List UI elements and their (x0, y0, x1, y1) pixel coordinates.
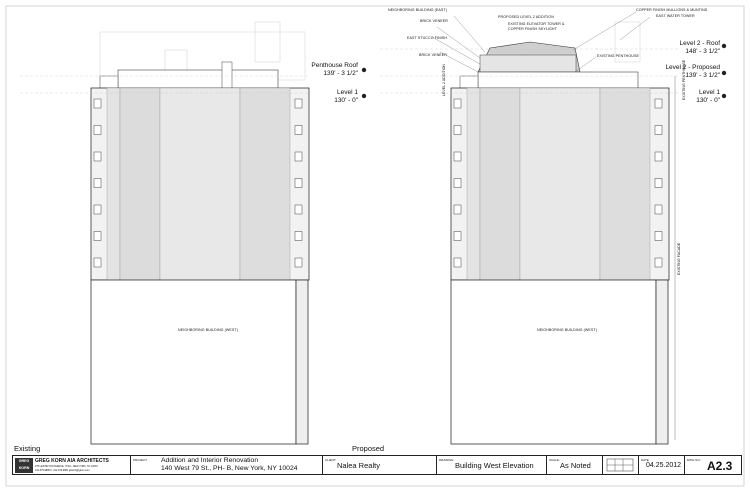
window (94, 205, 101, 214)
note-neighboring-east: NEIGHBORING BUILDING (EAST) (388, 8, 448, 12)
vlabel-existing-facade: EXISTING FACADE (677, 242, 681, 275)
window (295, 152, 302, 161)
window (454, 205, 461, 214)
dwg-value: A2.3 (707, 459, 733, 473)
caption-existing: Existing (14, 444, 41, 453)
note-proposed-addition: PROPOSED LEVEL 2 ADDITION (498, 15, 554, 19)
level-label-penthouse-roof: Penthouse Roof 139' - 3 1/2" (311, 62, 358, 77)
level-label-proposed-level-1: Level 1 130' - 0" (696, 89, 720, 104)
dwg-label: DWG NO.: (687, 458, 702, 462)
date-label: DATE: (641, 458, 650, 462)
client-label: CLIENT: (325, 458, 337, 462)
project-label: PROJECT: (133, 458, 148, 462)
window (295, 99, 302, 108)
scale-cell (547, 456, 603, 474)
window (655, 126, 662, 135)
note-stucco: EAST STUCCO FINISH (407, 36, 448, 40)
client-value: Nalea Realty (337, 461, 380, 470)
key-plan-cell (603, 456, 639, 474)
vlabel-existing-penthouse: EXISTING PENTHOUSE (682, 59, 686, 100)
project-line-1: Addition and Interior Renovation (161, 457, 259, 464)
window (454, 258, 461, 267)
window (94, 179, 101, 188)
window (295, 258, 302, 267)
window (295, 205, 302, 214)
window (94, 232, 101, 241)
window (94, 258, 101, 267)
window (94, 99, 101, 108)
window (655, 99, 662, 108)
window (655, 232, 662, 241)
note-copper-skylight: COPPER FINISH SKYLIGHT (508, 27, 557, 31)
window (655, 152, 662, 161)
level-label-level-2-roof: Level 2 - Roof 148' - 3 1/2" (679, 40, 720, 55)
title-block (12, 455, 742, 475)
proposed-elevation (380, 12, 680, 444)
date-cell (639, 456, 685, 474)
neighbor-label-right: NEIGHBORING BUILDING (WEST) (537, 328, 598, 332)
firm-cell (13, 456, 131, 474)
level-label-level-2-proposed: Level 2 - Proposed 139' - 3 1/2" (665, 64, 720, 79)
window (454, 232, 461, 241)
vlabel-level-2-addition: LEVEL 2 ADDITION (442, 63, 446, 96)
window (295, 232, 302, 241)
note-elevator-tower: EXISTING ELEVATOR TOWER & (508, 22, 565, 26)
dwg-cell (685, 456, 741, 474)
note-water-tower: EAST WATER TOWER (656, 14, 695, 18)
note-brick-veneer-top: BRICK VENEER (420, 19, 448, 23)
project-line-2: 140 West 79 St., PH- B, New York, NY 10024 (161, 465, 298, 472)
window (454, 152, 461, 161)
note-copper-mullions: COPPER FINISH MULLIONS & MUNTINS (636, 8, 708, 12)
window (454, 126, 461, 135)
firm-contact: 212-679-9880 F: 212-679-9881 gkarch@gkorn.com (35, 469, 90, 472)
drawing-value: Building West Elevation (455, 461, 534, 470)
project-cell (131, 456, 323, 474)
scale-value: As Noted (560, 461, 591, 470)
note-existing-penthouse: EXISTING PENTHOUSE (597, 54, 639, 58)
client-cell (323, 456, 437, 474)
scale-label: SCALE: (549, 458, 560, 462)
drawing-label: DRAWING: (439, 458, 455, 462)
window (295, 179, 302, 188)
caption-proposed: Proposed (352, 444, 385, 453)
firm-logo: GREG KORN (15, 458, 33, 473)
window (454, 99, 461, 108)
date-value: 04.25.2012 (646, 462, 682, 469)
window (295, 126, 302, 135)
key-plan-icon (604, 456, 638, 474)
window (94, 152, 101, 161)
window (454, 179, 461, 188)
window (655, 205, 662, 214)
window (655, 179, 662, 188)
firm-address: 275 LEXINGTON AVENUE, 7C/FL, NEW YORK, NY 10016 (35, 465, 98, 468)
window (655, 258, 662, 267)
neighbor-label-left: NEIGHBORING BUILDING (WEST) (178, 328, 239, 332)
existing-elevation (20, 22, 310, 444)
firm-name: GREG KORN AIA ARCHITECTS (35, 458, 109, 464)
level-label-level-1: Level 1 130' - 0" (334, 89, 358, 104)
drawing-cell (437, 456, 547, 474)
note-brick-veneer: BRICK VENEER (419, 53, 447, 57)
window (94, 126, 101, 135)
